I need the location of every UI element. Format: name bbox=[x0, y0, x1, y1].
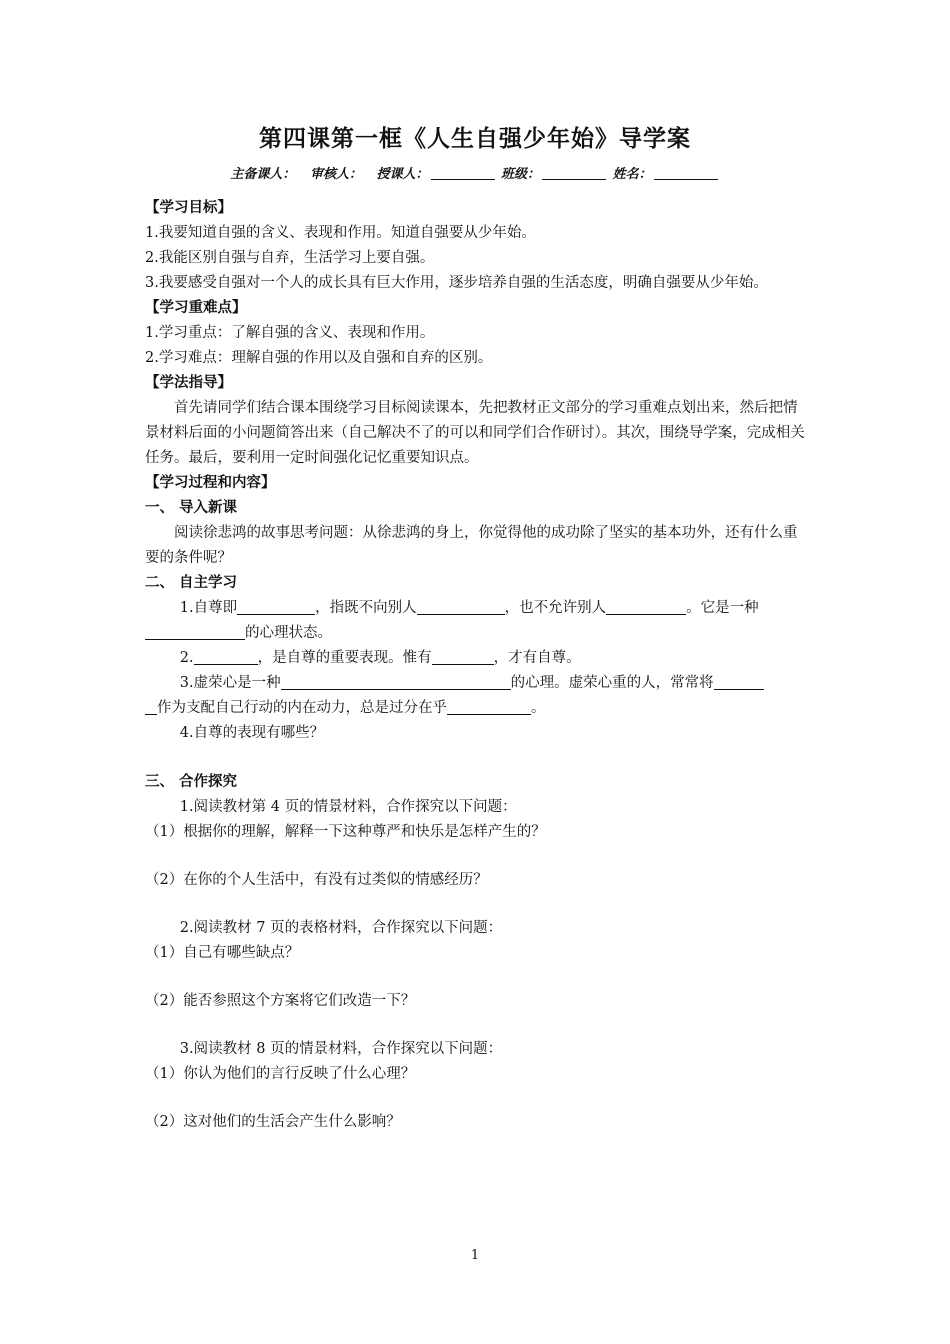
lead-preparer-label: 主备课人： bbox=[230, 167, 296, 182]
method-text: 首先请同学们结合课本围绕学习目标阅读课本，先把教材正文部分的学习重难点划出来，然后把情景材料后面的小问题简答出来（自己解决不了的可以和同学们合作研讨）。其次，围绕导学案，完成相关任务。最后，要利用一定时间强化记忆重要知识点。 bbox=[145, 400, 805, 466]
process-heading: 【学习过程和内容】 bbox=[145, 475, 276, 491]
inquiry-question: （2）在你的个人生活中，有没有过类似的情感经历？ bbox=[145, 872, 488, 888]
section2-heading: 二、 自主学习 bbox=[145, 575, 238, 591]
lecturer-label: 授课人： bbox=[376, 167, 429, 182]
question-2: 2. ，是自尊的重要表现。惟有 ，才有自尊。 bbox=[179, 650, 581, 666]
name-label: 姓名： bbox=[612, 167, 652, 182]
section1-text: 阅读徐悲鸿的故事思考问题：从徐悲鸿的身上，你觉得他的成功除了坚实的基本功外，还有什么重要的条件呢？ bbox=[145, 525, 798, 566]
answer-blank bbox=[194, 650, 258, 665]
key-point-item: 1.学习重点：了解自强的含义、表现和作用。 bbox=[145, 325, 435, 341]
objectives-heading: 【学习目标】 bbox=[145, 200, 232, 216]
question-1: 1.自尊即 ，指既不向别人 ，也不允许别人 。它是一种 bbox=[179, 600, 759, 616]
answer-space bbox=[145, 1014, 810, 1037]
section1-heading: 一、 导入新课 bbox=[145, 500, 238, 516]
inquiry-question: （2）这对他们的生活会产生什么影响？ bbox=[145, 1114, 401, 1130]
answer-space bbox=[145, 746, 810, 769]
answer-blank bbox=[145, 700, 157, 715]
answer-space bbox=[145, 845, 810, 868]
page-title: 第四课第一框《人生自强少年始》导学案 bbox=[259, 126, 691, 152]
objective-item: 3.我要感受自强对一个人的成长具有巨大作用，逐步培养自强的生活态度，明确自强要从少年始。 bbox=[145, 275, 768, 291]
page-number: 1 bbox=[470, 1248, 480, 1263]
inquiry-question: （1）你认为他们的言行反映了什么心理？ bbox=[145, 1066, 416, 1082]
answer-space bbox=[145, 966, 810, 989]
answer-blank bbox=[237, 600, 315, 615]
question-1-cont: 的心理状态。 bbox=[145, 621, 810, 646]
inquiry-intro: 3.阅读教材 8 页的情景材料，合作探究以下问题： bbox=[179, 1041, 503, 1057]
inquiry-question: （1）根据你的理解，解释一下这种尊严和快乐是怎样产生的？ bbox=[145, 824, 546, 840]
method-heading: 【学法指导】 bbox=[145, 375, 232, 391]
question-4: 4.自尊的表现有哪些？ bbox=[179, 725, 325, 741]
class-blank bbox=[542, 167, 606, 180]
answer-blank bbox=[447, 700, 531, 715]
header-info-line bbox=[0, 163, 950, 182]
answer-blank bbox=[606, 600, 686, 615]
reviewer-label: 审核人： bbox=[309, 167, 362, 182]
inquiry-question: （2）能否参照这个方案将它们改造一下？ bbox=[145, 993, 416, 1009]
answer-space bbox=[145, 893, 810, 916]
key-points-heading: 【学习重难点】 bbox=[145, 300, 247, 316]
key-point-item: 2.学习难点：理解自强的作用以及自强和自弃的区别。 bbox=[145, 350, 493, 366]
document-body bbox=[145, 196, 810, 1135]
section3-heading: 三、 合作探究 bbox=[145, 774, 238, 790]
inquiry-intro: 2.阅读教材 7 页的表格材料，合作探究以下问题： bbox=[179, 920, 503, 936]
answer-blank bbox=[417, 600, 505, 615]
inquiry-intro: 1.阅读教材第 4 页的情景材料，合作探究以下问题： bbox=[179, 799, 517, 815]
question-3: 3.虚荣心是一种 的心理。虚荣心重的人，常常将 bbox=[145, 671, 810, 696]
answer-blank bbox=[714, 675, 764, 690]
answer-blank bbox=[145, 625, 245, 640]
inquiry-question: （1）自己有哪些缺点？ bbox=[145, 945, 300, 961]
class-label: 班级： bbox=[501, 167, 541, 182]
objective-item: 1.我要知道自强的含义、表现和作用。知道自强要从少年始。 bbox=[145, 225, 536, 241]
answer-blank bbox=[281, 675, 511, 690]
question-3-cont: 作为支配自己行动的内在动力，总是过分在乎 。 bbox=[145, 696, 810, 721]
objective-item: 2.我能区别自强与自弃，生活学习上要自强。 bbox=[145, 250, 435, 266]
answer-space bbox=[145, 1087, 810, 1110]
name-blank bbox=[654, 167, 718, 180]
lecturer-blank bbox=[431, 167, 495, 180]
answer-blank bbox=[432, 650, 494, 665]
